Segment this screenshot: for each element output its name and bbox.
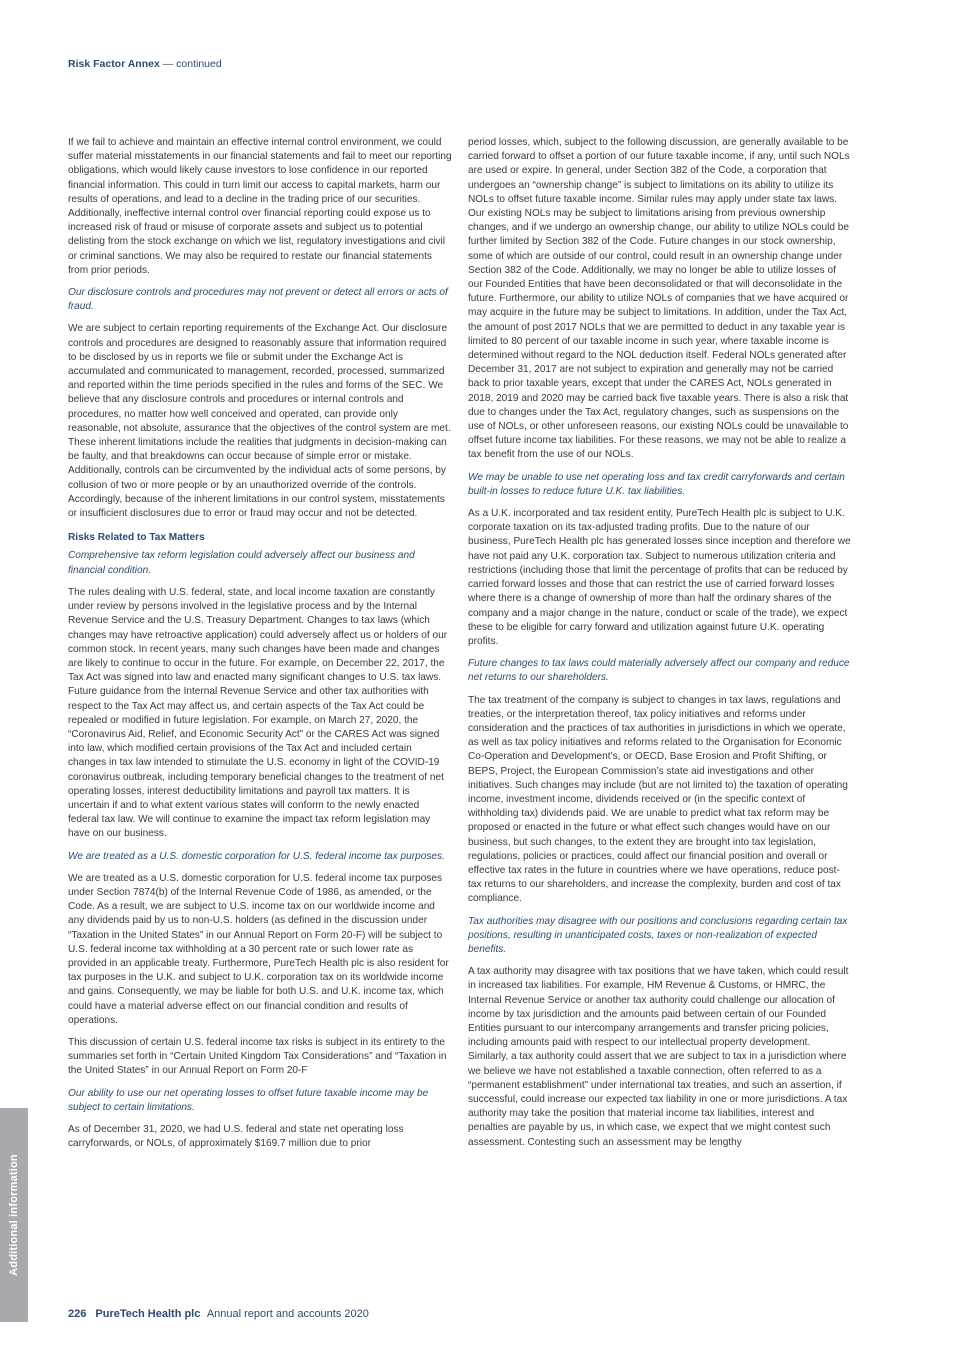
left-column bbox=[68, 136, 452, 1159]
page-header bbox=[68, 58, 222, 70]
subheading: Our ability to use our net operating losses to offset future taxable income may be subject to certain limitations. bbox=[68, 1087, 429, 1113]
section-side-tab bbox=[0, 1108, 28, 1322]
paragraph: As a U.K. incorporated and tax resident entity, PureTech Health plc is subject to U.K. corporate taxation on its tax-adjusted trading profits. Due to the nature of our business, PureTech Health plc has generated losses since inception and therefore we have not paid any U.K. corporation tax. Subject to numerous utilization criteria and restrictions (including those that limit the percentage of profits that can be reduced by carried forward losses and those that can restrict the use of carried forward losses where there is a change of ownership of more than half the ordinary shares of the company and a major change in the nature, conduct or scale of the trade), we expect these to be eligible for carry forward and utilization against future U.K. operating profits. bbox=[468, 508, 851, 647]
footer-company: PureTech Health plc bbox=[95, 1308, 201, 1320]
paragraph: As of December 31, 2020, we had U.S. federal and state net operating loss carryforwards, or NOLs, of approximately $169.7 million due to prior bbox=[68, 1124, 404, 1150]
subheading: Tax authorities may disagree with our positions and conclusions regarding certain tax positions, resulting in unanticipated costs, taxes or non-realization of expected benefits. bbox=[468, 915, 848, 955]
subheading: Future changes to tax laws could materially adversely affect our company and reduce net returns to our shareholders. bbox=[468, 658, 850, 684]
page-footer bbox=[68, 1308, 369, 1320]
subheading: We are treated as a U.S. domestic corporation for U.S. federal income tax purposes. bbox=[68, 850, 445, 862]
paragraph: period losses, which, subject to the following discussion, are generally available to be carried forward to offset a portion of our future taxable income, if any, until such NOLs are used or expire. In general, under Section 382 of the Code, a corporation that undergoes an “ownership change” is subject to limitations on its ability to utilize its NOLs to offset future taxable income. Similar rules may apply under state tax laws. bbox=[468, 137, 850, 205]
paragraph: If we fail to achieve and maintain an effective internal control environment, we could suffer material misstatements in our financial statements and fail to meet our reporting obligations, which would likely cause investors to lose confidence in our reported financial information. This could in turn limit our access to capital markets, harm our results of operations, and lead to a decline in the trading price of our securities. Additionally, ineffective internal control over financial reporting could expose us to increased risk of fraud or misuse of corporate assets and subject us to potential delisting from the stock exchange on which we list, regulatory investigations and civil or criminal sanctions. We may also be required to restate our financial statements from prior periods. bbox=[68, 137, 452, 276]
header-title: Risk Factor Annex bbox=[68, 58, 160, 70]
section-heading: Risks Related to Tax Matters bbox=[68, 532, 205, 544]
paragraph: Our existing NOLs may be subject to limitations arising from previous ownership changes, and if we undergo an ownership change, our ability to utilize NOLs could be further limited by Section 382 of the Code. Future changes in our stock ownership, some of which are outside of our control, could result in an ownership change under Section 382 of the Code. Additionally, we may no longer be able to utilize losses of our Founded Entities that have been deconsolidated or that will deconsolidate in the future. Furthermore, our ability to utilize NOLs of companies that we have acquired or may acquire in the future may be subject to limitations. In addition, under the Tax Act, the amount of post 2017 NOLs that we are permitted to deduct in any taxable year is limited to 80 percent of our taxable income in such year, where taxable income is determined without regard to the NOL deduction itself. Federal NOLs generated after December 31, 2017 are not subject to expiration and generally may not be carried back to prior taxable years, except that under the CARES Act, NOLs generated in 2018, 2019 and 2020 may be carried back five taxable years. There is also a risk that due to changes under the Tax Act, regulatory changes, such as suspensions on the use of NOLs, or other unforeseen reasons, our existing NOLs could be unavailable to offset future income tax liabilities. For these reasons, we may not be able to realize a tax benefit from the use of our NOLs. bbox=[468, 208, 849, 461]
paragraph: We are subject to certain reporting requirements of the Exchange Act. Our disclosure controls and procedures are designed to reasonably assure that information required to be disclosed by us in reports we file or submit under the Exchange Act is accumulated and communicated to management, recorded, processed, summarized and reported within the time periods specified in the rules and forms of the SEC. We believe that any disclosure controls and procedures or internal controls and procedures, no matter how well conceived and operated, can provide only reasonable, not absolute, assurance that the objectives of the control system are met. These inherent limitations include the realities that judgments in decision-making can be faulty, and that breakdowns can occur because of simple error or mistake. Additionally, controls can be circumvented by the individual acts of some persons, by collusion of two or more people or by an unauthorized override of the controls. Accordingly, because of the inherent limitations in our control system, misstatements or insufficient disclosures due to error or fraud may occur and not be detected. bbox=[68, 323, 451, 520]
paragraph: A tax authority may disagree with tax positions that we have taken, which could result in increased tax liabilities. For example, HM Revenue & Customs, or HMRC, the Internal Revenue Service or another tax authority could challenge our allocation of income by tax jurisdiction and the amounts paid between certain of our Founded Entities pursuant to our intercompany arrangements and transfer pricing policies, including amounts paid with respect to our intellectual property development. Similarly, a tax authority could assert that we are subject to tax in a jurisdiction where we believe we have not established a taxable connection, often referred to as a “permanent establishment” under international tax treaties, and such an assertion, if successful, could increase our expected tax liability in one or more jurisdictions. A tax authority may take the position that material income tax liabilities, interest and penalties are payable by us, in which case, we expect that we might contest such assessment. Contesting such an assessment may be lengthy bbox=[468, 966, 849, 1148]
paragraph: We are treated as a U.S. domestic corporation for U.S. federal income tax purposes under Section 7874(b) of the Internal Revenue Code of 1986, as amended, or the Code. As a result, we are subject to U.S. income tax on our worldwide income and any dividends paid by us to non-U.S. holders (as defined in the discussion under “Taxation in the United States” in our Annual Report on Form 20-F) will be subject to U.S. federal income tax withholding at a 30 percent rate or such lower rate as provided in an applicable treaty. Furthermore, PureTech Health plc is also resident for tax purposes in the U.K. and subject to U.K. corporation tax on its worldwide income and gains. Consequently, we may be liable for both U.S. and U.K. income tax, which could have a material adverse effect on our financial condition and results of operations. bbox=[68, 872, 449, 1026]
side-tab-label: Additional information bbox=[8, 1154, 20, 1276]
subheading: Our disclosure controls and procedures may not prevent or detect all errors or acts of fraud. bbox=[68, 287, 448, 313]
right-column bbox=[468, 136, 852, 1158]
subheading: Comprehensive tax reform legislation could adversely affect our business and financial condition. bbox=[68, 550, 415, 576]
subheading: We may be unable to use net operating loss and tax credit carryforwards and certain built-in losses to reduce future U.K. tax liabilities. bbox=[468, 471, 845, 497]
header-continued: — continued bbox=[162, 58, 222, 70]
page-number: 226 bbox=[68, 1308, 87, 1320]
paragraph: The rules dealing with U.S. federal, state, and local income taxation are constantly under review by persons involved in the legislative process and by the Internal Revenue Service and the U.S. Treasury Department. Changes to tax laws (which changes may have retroactive application) could adversely affect us or holders of our common stock. In recent years, many such changes have been made and changes are likely to continue to occur in the future. For example, on December 22, 2017, the Tax Act was signed into law and enacted many significant changes to U.S. tax laws. Future guidance from the Internal Revenue Service and other tax authorities with respect to the Tax Act may affect us, and certain aspects of the Tax Act could be repealed or modified in future legislation. For example, on March 27, 2020, the “Coronavirus Aid, Relief, and Economic Security Act” or the CARES Act was signed into law, which modified certain provisions of the Tax Act and included certain changes in tax law intended to stimulate the U.S. economy in light of the COVID-19 coronavirus outbreak, including temporary beneficial changes to the treatment of net operating losses, interest deductibility limitations and payroll tax matters. It is uncertain if and to what extent various states will conform to the newly enacted federal tax law. We will continue to examine the impact tax reform legislation may have on our business. bbox=[68, 586, 448, 840]
paragraph: This discussion of certain U.S. federal income tax risks is subject in its entirety to the summaries set forth in “Certain United Kingdom Tax Considerations” and “Taxation in the United States” in our Annual Report on Form 20-F bbox=[68, 1036, 447, 1077]
footer-report: Annual report and accounts 2020 bbox=[206, 1308, 369, 1320]
paragraph: The tax treatment of the company is subject to changes in tax laws, regulations and treaties, or the interpretation thereof, tax policy initiatives and reforms under consideration and the practices of tax authorities in jurisdictions in which we operate, as well as tax policy initiatives and reforms related to the Organisation for Economic Co-Operation and Development’s, or OECD, Base Erosion and Profit Shifting, or BEPS, Project, the European Commission’s state aid investigations and other initiatives. Such changes may include (but are not limited to) the taxation of operating income, investment income, dividends received or (in the specific context of withholding tax) dividends paid. We are unable to predict what tax reform may be proposed or enacted in the future or what effect such changes would have on our business, but such changes, to the extent they are brought into tax legislation, regulations, policies or practices, could affect our financial position and overall or effective tax rates in the future in countries where we have operations, reduce post-tax returns to our shareholders, and increase the complexity, burden and cost of tax compliance. bbox=[468, 694, 848, 905]
